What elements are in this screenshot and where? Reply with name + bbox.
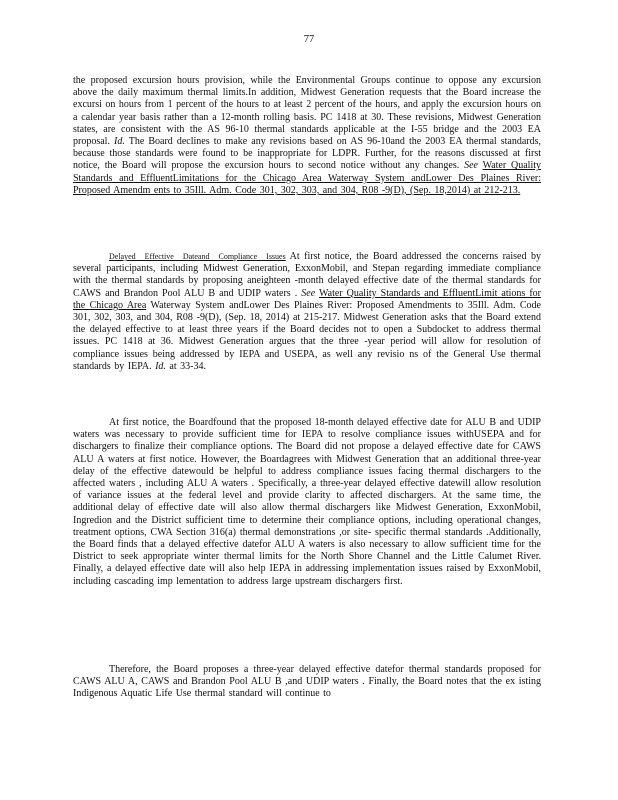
paragraph-delayed-effective-date: [73, 251, 541, 373]
p2-citation-rest: Waterway System andLower Des Plaines River: Proposed Amendments to 35Ill. Adm. Code 301, 302, 303, and 304, R08 -9(D), (Sep. 18, 2014) at 215-217. Midwest Generation asks that the Board extend the delayed effective to at least three years if the Board decides not to open a Subdocket to address thermal issues. PC 1418 at 36. Midwest Generation argues that the three -year period will allow for resolution of compliance issues being addressed by IEPA and USEPA, as well any revisio ns of the General Use thermal standards by IEPA.: [73, 299, 541, 372]
p1-case-citation: Water Quality Standards and EffluentLimitations for the Chicago Area Waterway System andLower Des Plaines River: Proposed Amendm ents to 35Ill. Adm. Code 301, 302, 303, and 304, R08 -9(D), (Sep. 18,2014) at 212-213.: [73, 160, 541, 196]
section-heading: Delayed Effective Dateand Compliance Issues: [109, 252, 286, 261]
p2-id-citation: Id.: [155, 360, 166, 372]
p2-case-citation: Water Quality Standards and EffluentLimit ations for the Chicago Area: [73, 287, 542, 311]
p1-id-citation: Id.: [114, 136, 125, 148]
p2-see-signal: See: [301, 287, 316, 299]
p1-text-a: the proposed excursion hours provision, while the Environmental Groups continue to oppose any excursion above the daily maximum thermal limits.In addition, Midwest Generation requests that the Board increase the excursi on hours from 1 percent of the hours to at least 2 percent of the hours, and apply the excursion hours on a calendar year basis rather than a 12-month rolling basis. PC 1418 at 30. These revisions, Midwest Generation states, are consistent with the AS 96-10 thermal standards applicable at the I-55 bridge and the 2003 EA proposal.: [73, 75, 541, 148]
paragraph-excursion-hours: [73, 75, 541, 197]
p1-see-signal: See: [464, 160, 478, 172]
paragraph-board-findings: At first notice, the Boardfound that the proposed 18-month delayed effective date for ALU B and UDIP waters was necessary to provide sufficient time for IEPA to resolve compliance issues withUSEPA and for dischargers to finalize their compliance options. The Board did not propose a delayed effective date for CAWS ALU A waters at first notice. However, the Boardagrees with Midwest Generation that an additional three-year delay of the effective datewould be helpful to address compliance issues facing thermal dischargers to the affected waters , including ALU A waters . Specifically, a three-year delayed effective datewill allow resolution of variance issues at the federal level and provide clarity to affected dischargers. At the same time, the additional delay of effective date will also allow thermal dischargers like Midwest Generation, ExxonMobil, Ingredion and the District sufficient time to determine their compliance options, including operational changes, treatment options, CWA Section 316(a) thermal demonstrations ,or site- specific thermal standards .Additionally, the Board finds that a delayed effective datefor ALU A waters is also necessary to allow sufficient time for the District to seek appropriate winter thermal limits for the North Shore Channel and the Little Calumet River. Finally, a delayed effective date will also help IEPA in addressing implementation issues raised by ExxonMobil, including cascading imp lementation to address large upstream dischargers first.: [73, 417, 541, 587]
p2-text-a: At first notice, the Board addressed the concerns raised by several participants, including Midwest Generation, ExxonMobil, and Stepan regarding immediate compliance with the thermal standards by proposing aneighteen -month delayed effective date of the thermal standards for CAWS and Brandon Pool ALU B and UDIP waters .: [73, 251, 541, 299]
paragraph-board-proposal: Therefore, the Board proposes a three-year delayed effective datefor thermal standards proposed for CAWS ALU A, CAWS and Brandon Pool ALU B ,and UDIP waters . Finally, the Board notes that the ex isting Indigenous Aquatic Life Use thermal standard will continue to: [73, 664, 541, 700]
page-number: 77: [303, 34, 315, 45]
p1-text-b: The Board declines to make any revisions based on AS 96-10and the 2003 EA thermal standards, because those standards were found to be inappropriate for LDPR. Further, for the reasons discussed at first notice, the Board will propose the excursion hours to second notice without any changes.: [73, 136, 542, 172]
p2-text-b: at 33-34.: [165, 360, 206, 372]
